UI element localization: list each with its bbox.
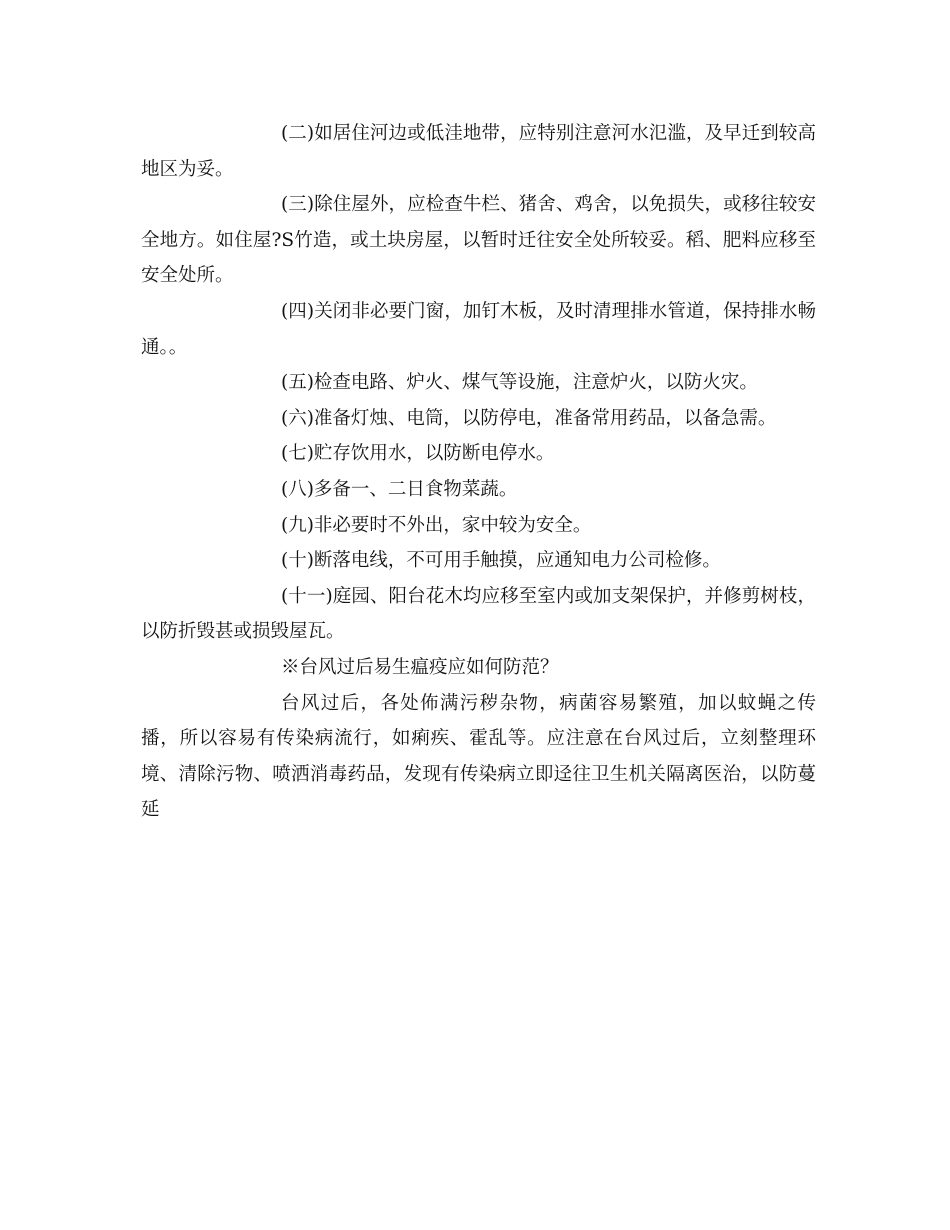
paragraph-item-8: (八)多备一、二日食物菜蔬。 [281, 478, 518, 500]
paragraph-item-5: (五)检查电路、炉火、煤气等设施，注意炉火，以防火灾。 [281, 372, 758, 394]
paragraph-item-2: (二)如居住河边或低洼地带，应特别注意河水氾滥，及早迁到较高地区为妥。 [141, 123, 816, 180]
paragraph-item-3: (三)除住屋外，应检查牛栏、猪舍、鸡舍，以免损失，或移往较安全地方。如住屋?S竹造，或土块房屋，以暂时迁往安全处所较妥。稻、肥料应移至安全处所。 [141, 194, 816, 287]
paragraph-item-7: (七)贮存饮用水，以防断电停水。 [281, 443, 555, 465]
paragraph-item-9: (九)非必要时不外出，家中较为安全。 [281, 514, 592, 536]
paragraph-item-6: (六)准备灯烛、电筒，以防停电，准备常用药品，以备急需。 [281, 407, 777, 429]
paragraph-item-10: (十)断落电线，不可用手触摸，应通知电力公司检修。 [281, 550, 721, 572]
paragraph-item-11: (十一)庭园、阳台花木均应移至室内或加支架保护，并修剪树枝，以防折毁甚或损毁屋瓦。 [141, 585, 816, 643]
answer-paragraph: 台风过后，各处佈满污秽杂物，病菌容易繁殖，加以蚊蝇之传播，所以容易有传染病流行，如痢疾、霍乱等。应注意在台风过后，立刻整理环境、清除污物、喷洒消毒药品，发现有传染病立即迳往卫生机关隔离医治，以防蔓延 [141, 692, 816, 821]
paragraph-item-4: (四)关闭非必要门窗，加钉木板，及时清理排水管道，保持排水畅通。。 [141, 300, 816, 358]
section-question: ※台风过后易生瘟疫应如何防范？ [281, 656, 559, 678]
document-page [141, 116, 816, 828]
